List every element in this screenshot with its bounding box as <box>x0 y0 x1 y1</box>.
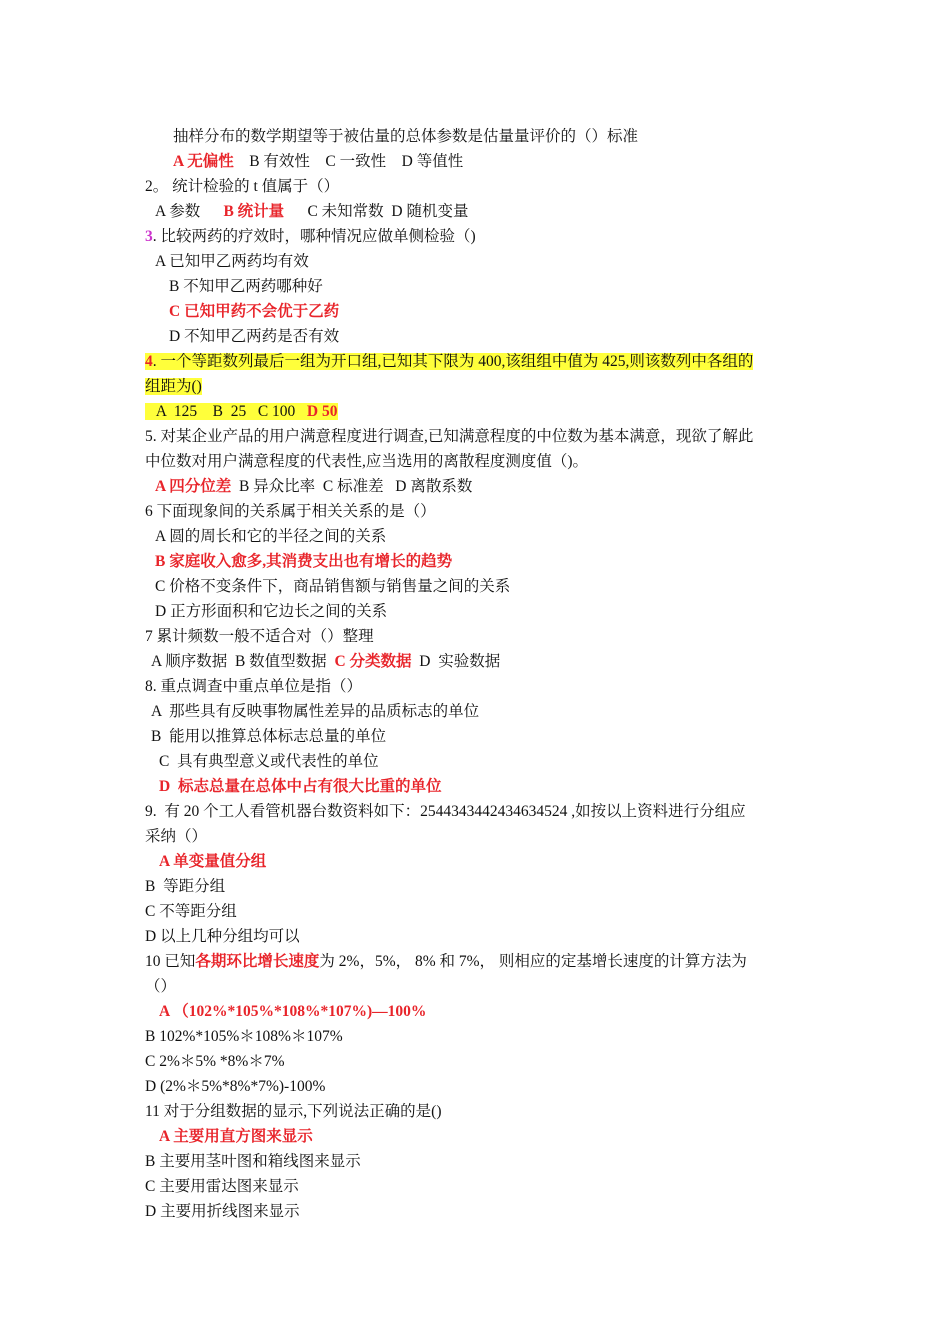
text-line-q9-option-d <box>145 924 810 949</box>
text-segment: . 比较两药的疗效时，哪种情况应做单侧检验（) <box>152 228 476 245</box>
text-segment: A 125 B 25 C 100 <box>145 403 307 420</box>
text-line-q10-option-b <box>145 1024 810 1049</box>
text-line-q10-stem-1 <box>145 949 810 974</box>
text-segment: D 50 <box>306 403 338 420</box>
text-segment: C 具有典型意义或代表性的单位 <box>159 753 379 770</box>
text-segment: B 等距分组 <box>145 878 226 895</box>
text-line-q5-stem-1 <box>145 424 810 449</box>
text-line-q9-stem-1 <box>145 799 810 824</box>
text-segment: A （102%*105%*108%*107%)—100% <box>159 1003 427 1020</box>
text-segment: B 统计量 <box>223 203 285 220</box>
text-segment: A 已知甲乙两药均有效 <box>155 253 309 270</box>
text-line-q7-options <box>145 649 816 674</box>
text-line-q4-options <box>145 399 810 424</box>
text-line-q6-stem <box>145 499 810 524</box>
text-line-q11-stem <box>145 1099 810 1124</box>
text-line-q8-option-b <box>145 724 816 749</box>
text-line-q1-options <box>145 149 838 174</box>
text-line-q3-option-c <box>145 299 834 324</box>
text-segment: D 主要用折线图来显示 <box>145 1203 300 1220</box>
text-segment: B 异众比率 C 标准差 D 离散系数 <box>231 478 473 495</box>
text-segment: 5. 对某企业产品的用户满意程度进行调查,已知满意程度的中位数为基本满意，现欲了解此 <box>145 428 754 445</box>
text-segment: D 标志总量在总体中占有很大比重的单位 <box>159 778 442 795</box>
text-line-q8-option-c <box>145 749 824 774</box>
text-line-q6-option-a <box>145 524 820 549</box>
text-segment: B 不知甲乙两药哪种好 <box>169 278 323 295</box>
text-segment: B 102%*105%＊108%＊107% <box>145 1028 343 1045</box>
text-segment: （） <box>145 978 177 995</box>
text-segment: A 那些具有反映事物属性差异的品质标志的单位 <box>151 703 480 720</box>
text-segment: 7 累计频数一般不适合对（）整理 <box>145 628 374 645</box>
text-line-q9-stem-2 <box>145 824 810 849</box>
text-line-q2-stem <box>145 174 810 199</box>
text-segment: 3 <box>145 228 153 245</box>
text-line-q6-option-b <box>145 549 820 574</box>
text-segment: D 正方形面积和它边长之间的关系 <box>155 603 388 620</box>
text-segment: B 主要用茎叶图和箱线图来显示 <box>145 1153 361 1170</box>
text-line-q10-option-a <box>145 999 824 1024</box>
text-segment: 8. 重点调查中重点单位是指（） <box>145 678 363 695</box>
text-segment: B 有效性 C 一致性 D 等值性 <box>233 153 464 170</box>
text-line-q5-stem-2 <box>145 449 810 474</box>
text-segment: C 不等距分组 <box>145 903 237 920</box>
text-segment: 抽样分布的数学期望等于被估量的总体参数是估量量评价的（）标准 <box>173 128 639 145</box>
text-segment: 9. 有 20 个工人看管机器台数资料如下：2544343442434634524 ,如按以上资料进行分组应 <box>145 803 746 820</box>
text-line-q11-option-a <box>145 1124 824 1149</box>
text-line-q1-stem <box>145 124 838 149</box>
text-segment: A 顺序数据 B 数值型数据 <box>151 653 335 670</box>
text-segment: C 价格不变条件下，商品销售额与销售量之间的关系 <box>155 578 511 595</box>
text-segment: C 主要用雷达图来显示 <box>145 1178 299 1195</box>
text-line-q10-option-c <box>145 1049 810 1074</box>
text-segment: 6 下面现象间的关系属于相关关系的是（） <box>145 503 436 520</box>
text-segment: 2。 统计检验的 t 值属于（） <box>145 178 340 195</box>
text-line-q9-option-a <box>145 849 824 874</box>
text-line-q11-option-d <box>145 1199 810 1224</box>
text-line-q3-stem <box>145 224 810 249</box>
text-segment: 10 已知 <box>145 953 196 970</box>
text-line-q3-option-d <box>145 324 834 349</box>
text-segment: 中位数对用户满意程度的代表性,应当选用的离散程度测度值（)。 <box>145 453 589 470</box>
text-segment: C 已知甲药不会优于乙药 <box>169 303 340 320</box>
text-line-q11-option-b <box>145 1149 810 1174</box>
text-segment: D 不知甲乙两药是否有效 <box>169 328 340 345</box>
text-segment: C 2%＊5% *8%＊7% <box>145 1053 285 1070</box>
text-segment: 组距为() <box>145 378 202 395</box>
text-line-q5-options <box>145 474 820 499</box>
text-line-q8-option-d <box>145 774 824 799</box>
text-segment: A 圆的周长和它的半径之间的关系 <box>155 528 387 545</box>
text-line-q8-stem <box>145 674 810 699</box>
text-line-q4-stem-1 <box>145 349 810 374</box>
text-segment: . 一个等距数列最后一组为开口组,已知其下限为 400,该组组中值为 425,则该数列中各组的 <box>152 353 754 370</box>
text-segment: A 主要用直方图来显示 <box>159 1128 313 1145</box>
text-segment: B 家庭收入愈多,其消费支出也有增长的趋势 <box>155 553 453 570</box>
text-line-q9-option-b <box>145 874 810 899</box>
text-line-q3-option-b <box>145 274 834 299</box>
text-segment: 各期环比增长速度 <box>195 953 320 970</box>
text-segment: D (2%＊5%*8%*7%)-100% <box>145 1078 326 1095</box>
text-line-q6-option-d <box>145 599 820 624</box>
text-segment: 4 <box>145 353 153 370</box>
text-segment: D 以上几种分组均可以 <box>145 928 300 945</box>
text-segment: A 四分位差 <box>155 478 232 495</box>
text-line-q3-option-a <box>145 249 820 274</box>
text-line-q11-option-c <box>145 1174 810 1199</box>
text-segment: C 分类数据 <box>334 653 412 670</box>
text-segment: D 实验数据 <box>411 653 501 670</box>
text-segment: A 参数 <box>155 203 224 220</box>
text-segment: B 能用以推算总体标志总量的单位 <box>151 728 387 745</box>
text-line-q8-option-a <box>145 699 816 724</box>
text-line-q10-option-d <box>145 1074 810 1099</box>
text-segment: 为 2%，5%， 8% 和 7%， 则相应的定基增长速度的计算方法为 <box>319 953 747 970</box>
text-line-q7-stem <box>145 624 810 649</box>
text-line-q9-option-c <box>145 899 810 924</box>
text-segment: A 无偏性 <box>173 153 234 170</box>
text-segment: C 未知常数 D 随机变量 <box>284 203 469 220</box>
text-line-q2-options <box>145 199 820 224</box>
text-line-q6-option-c <box>145 574 820 599</box>
text-line-q4-stem-2 <box>145 374 810 399</box>
text-line-q10-stem-2 <box>145 974 810 999</box>
text-segment: A 单变量值分组 <box>159 853 267 870</box>
text-segment: 11 对于分组数据的显示,下列说法正确的是() <box>145 1103 442 1120</box>
text-segment: 采纳（） <box>145 828 208 845</box>
